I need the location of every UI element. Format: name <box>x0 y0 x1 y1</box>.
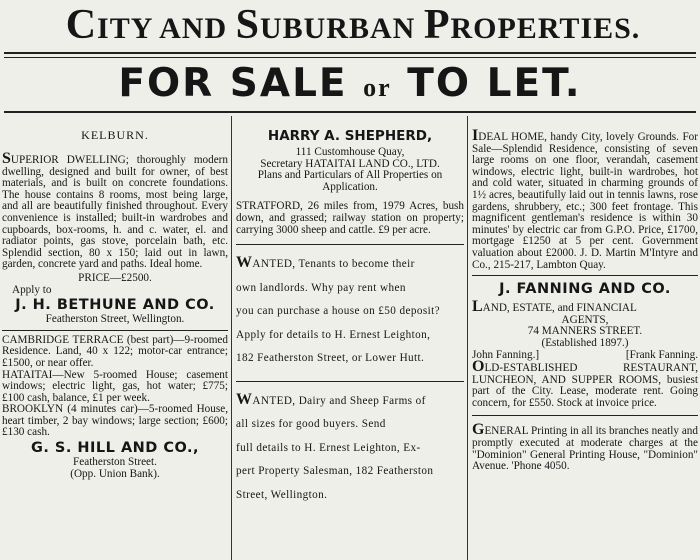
shepherd-role: Secretary HATAITAI LAND CO., LTD. <box>260 157 440 170</box>
printing-ad: GENERAL Printing in all its branches neatly and promptly executed at moderate charges at the "Dominion" General Printing House, "Dominion" Avenue. 'Phone 4050. <box>472 421 698 473</box>
kelburn-heading: KELBURN. <box>81 128 149 142</box>
column-right: IDEAL HOME, handy City, lovely Grounds. For Sale—Splendid Residence, consisting of seven large rooms on one floor, verandah, casement windows, electric light, built-in wardrobes, hot and cold water, situated in charming grounds of 1½ acres, beautifully laid out in tennis lawns, rose gardens, shrubbery, etc.; 300 feet frontage. This magnificent gentleman's residence is within 30 minutes' by electric car from G.P.O. Price, £1700, mortgage £1250 at 5 per cent. Government valuation about £2000. J. D. Martin M'Intyre and Co., 215-217, Lambton Quay. J. FANNING AND CO. LAND, ESTATE, and FINANCIAL AGENTS, 74 MANNERS STREET. (Established 1897.) John Fanning.] [Frank Fanning. OLD-ESTABLISHED RESTAURANT, LUNCHEON, AND SUPPER ROOMS, busiest part of the City. Lease, moderate rent. Going concern, for £550. Stock at invoice price. GENERAL Printing in all its branches neatly and promptly executed at moderate charges at the "Dominion" General Printing House, "Dominion" Avenue. 'Phone 4050. <box>472 127 698 473</box>
divider <box>236 381 464 382</box>
shepherd-plans: Plans and Particulars of All Properties on Application. <box>257 169 443 193</box>
page-header <box>0 0 700 114</box>
bethune-address: Featherston Street, Wellington. <box>45 313 185 326</box>
column-divider <box>231 116 232 560</box>
brooklyn-ad: BROOKLYN (4 minutes car)—5-roomed House, heart timber, 2 bay windows; large section; £600; £130 cash. <box>2 403 228 439</box>
wanted-tenants-ad: WANTED, Tenants to become their own landlords. Why pay rent when you can purchase a house on £50 deposit? Apply for details to H. Ernest Leighton, 182 Featherston Street, or Lower Hutt. <box>236 254 440 365</box>
cambridge-ad: CAMBRIDGE TERRACE (best part)—9-roomed Residence. Land, 40 x 122; motor-car entrance; £1500, or near offer. <box>2 333 228 369</box>
fanning-address: 74 MANNERS STREET. <box>527 325 643 338</box>
fanning-name: J. FANNING AND CO. <box>499 281 671 298</box>
restaurant-ad: OLD-ESTABLISHED RESTAURANT, LUNCHEON, AND SUPPER ROOMS, busiest part of the City. Lease, moderate rent. Going concern, for £550. Stock at invoice price. <box>472 358 698 409</box>
hill-agent-name: G. S. HILL AND CO., <box>30 440 200 457</box>
fanning-partners: John Fanning.] [Frank Fanning. <box>472 348 698 361</box>
header-rule-bottom <box>4 111 696 113</box>
apply-line: Apply to <box>12 283 52 296</box>
fanning-agents: AGENTS, <box>561 313 609 326</box>
hill-note: (Opp. Union Bank). <box>70 467 160 480</box>
header-rule-top <box>4 52 696 54</box>
fanning-line1: AND, ESTATE, and FINANCIAL <box>482 302 637 315</box>
wanted-farms-ad: WANTED, Dairy and Sheep Farms of all sizes for good buyers. Send full details to H. Ernest Leighton, Ex- pert Property Salesman, 182 Featherston Street, Wellington. <box>236 390 434 501</box>
divider <box>472 275 698 276</box>
ideal-home-ad: IDEAL HOME, handy City, lovely Grounds. For Sale—Splendid Residence, consisting of seven large rooms on one floor, verandah, casement windows, electric light, built-in wardrobes, hot and cold water, situated in charming grounds of 1½ acres, beautifully laid out in tennis lawns, rose gardens, shrubbery, etc.; 300 feet frontage. This magnificent gentleman's residence is within 30 minutes' by electric car from G.P.O. Price, £1700, mortgage £1250 at 5 per cent. Government valuation about £2000. J. D. Martin M'Intyre and Co., 215-217, Lambton Quay. <box>472 127 698 271</box>
shepherd-name: HARRY A. SHEPHERD, <box>267 128 433 144</box>
divider <box>236 244 464 245</box>
stratford-ad: STRATFORD, 26 miles from, 1979 Acres, bush down, and grassed; railway station on property; carrying 3000 sheep and cattle. £9 per acre. <box>236 200 464 236</box>
superior-dwelling-ad: SUPERIOR DWELLING; thoroughly modern dwelling, designed and built for owner, of best materials, and is built on concrete foundations. The house contains 8 rooms, most being large, and all are beautifully finished throughout. Every convenience is installed; built-in wardrobes and cupboards, box-rooms, h. and c. water, el. and radiator points, gas stove, porcelain bath, etc. Splendid section, 80 x 150; laid out in lawn, garden, concrete yard and paths. Ideal home. <box>2 150 228 271</box>
column-middle <box>236 116 464 560</box>
column-divider <box>467 116 468 560</box>
hataitai-ad: HATAITAI—New 5-roomed House; casement windows; electric light, gas, hot water; £775; £100 cash, balance, £1 per week. <box>2 368 228 404</box>
divider <box>2 330 228 331</box>
column-left <box>2 116 228 560</box>
header-rule-top-thin <box>4 57 696 58</box>
shepherd-address: 111 Customhouse Quay, <box>295 146 405 158</box>
divider <box>472 415 698 416</box>
page-subtitle: FOR SALE or TO LET. <box>118 61 582 106</box>
hill-address: Featherston Street. <box>73 456 157 469</box>
bethune-agent-name: J. H. BETHUNE AND CO. <box>15 297 215 314</box>
price-line: PRICE—£2500. <box>78 271 152 284</box>
fanning-established: (Established 1897.) <box>541 336 629 349</box>
page-title: CITY AND SUBURBAN PROPERTIES. <box>65 2 641 48</box>
